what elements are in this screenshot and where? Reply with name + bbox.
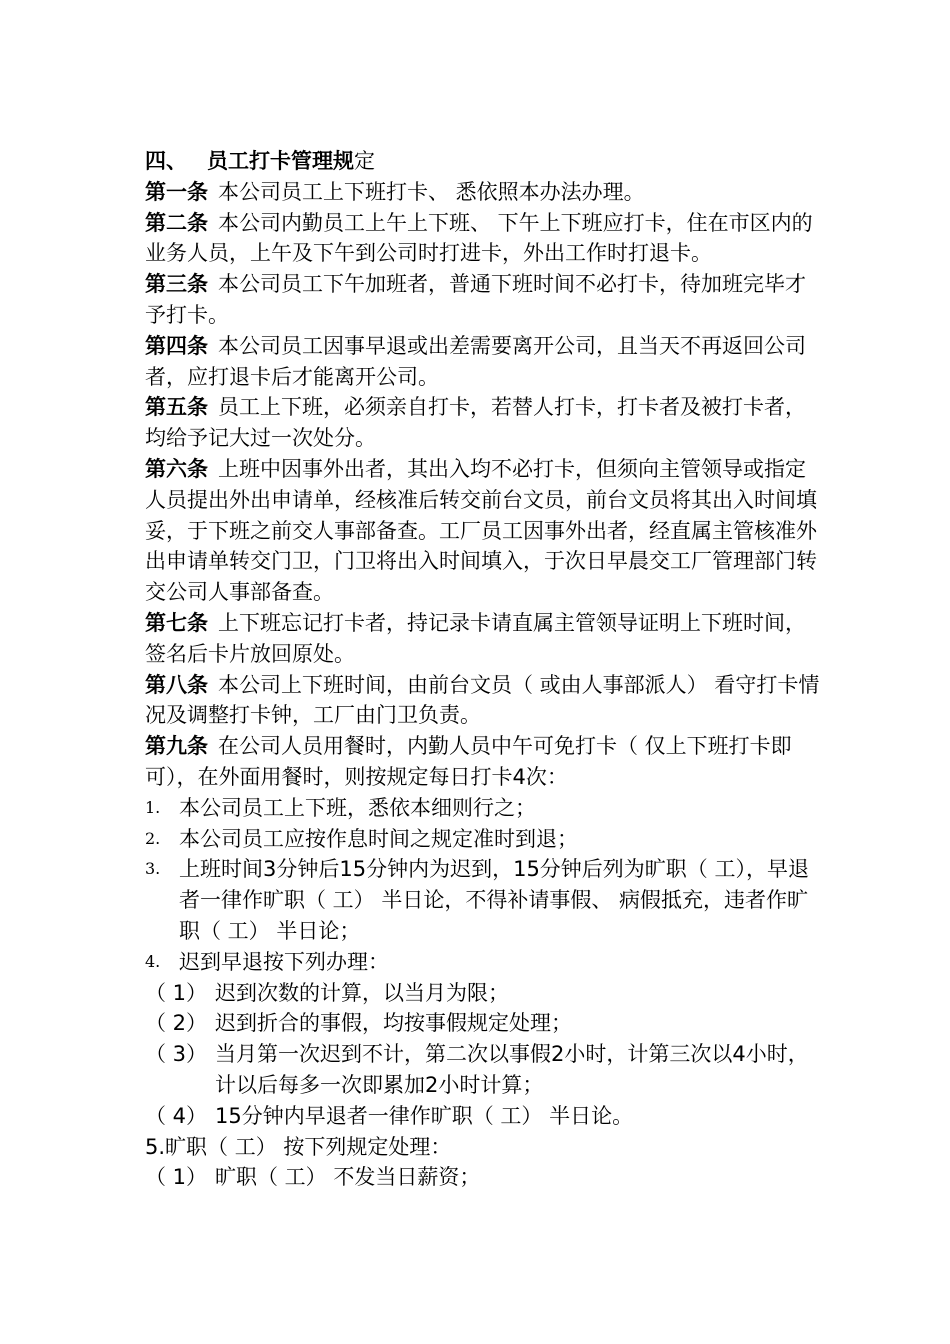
list-text: 本公司员工应按作息时间之规定准时到退； [179,826,578,851]
sub-number: （ 4） [145,1103,208,1128]
list-number: 3. [145,859,161,879]
section-number: 四、 [145,149,187,173]
sub-item-4-2 [145,1008,825,1039]
list-text: 旷职（ 工） 按下列规定处理： [165,1134,452,1159]
list-item-4 [145,947,825,978]
sub-text: 15分钟内早退者一律作旷职（ 工） 半日论。 [215,1103,634,1128]
article-label: 第四条 [145,333,208,358]
list-number: 4. [145,951,161,971]
article-text: 本公司员工因事早退或出差需要离开公司，且当天不再返回公司者，应打退卡后才能离开公司。 [145,333,806,389]
section-title [145,146,825,177]
sub-item-4-3 [145,1039,825,1101]
list-item-2 [145,824,825,855]
article-1 [145,177,825,208]
article-4 [145,331,825,393]
article-3 [145,269,825,331]
list-number: 2. [145,828,161,848]
list-item-1 [145,793,825,824]
article-label: 第三条 [145,272,208,297]
article-label: 第二条 [145,210,208,235]
sub-number: （ 3） [145,1042,208,1067]
sub-text: 迟到次数的计算，以当月为限； [215,980,509,1005]
list-number: 1. [145,797,161,817]
sub-item-4-1 [145,978,825,1009]
sub-text: 旷职（ 工） 不发当日薪资； [215,1165,481,1190]
article-text: 本公司内勤员工上午上下班、 下午上下班应打卡，住在市区内的业务人员，上午及下午到公司时打进卡，外出工作时打退卡。 [145,210,813,266]
article-text: 本公司员工上下班打卡、 悉依照本办法办理。 [218,179,645,204]
article-label: 第五条 [145,395,208,420]
article-label: 第八条 [145,672,208,697]
article-2 [145,208,825,270]
document-body [145,146,825,1193]
article-text: 在公司人员用餐时，内勤人员中午可免打卡（ 仅上下班打卡即可），在外面用餐时，则按规定每日打卡4次： [145,734,792,789]
article-6 [145,454,825,608]
list-item-3 [145,854,825,946]
list-text: 本公司员工上下班，悉依本细则行之； [179,795,536,820]
article-label: 第九条 [145,734,208,759]
article-5 [145,392,825,454]
article-text: 本公司员工下午加班者，普通下班时间不必打卡，待加班完毕才予打卡。 [145,272,806,327]
article-9 [145,731,825,793]
sub-number: （ 1） [145,980,208,1005]
sub-text: 迟到折合的事假，均按事假规定处理； [215,1011,572,1036]
section-title-bold: 员工打卡管理规 [207,149,355,173]
sub-number: （ 2） [145,1011,208,1036]
article-text: 上下班忘记打卡者，持记录卡请直属主管领导证明上下班时间，签名后卡片放回原处。 [145,610,806,666]
list-text: 上班时间3分钟后15分钟内为迟到，15分钟后列为旷职（ 工），早退者一律作旷职（ 工） 半日论，不得补请事假、 病假抵充，违者作旷职（ 工） 半日论； [179,857,809,943]
article-label: 第六条 [145,456,208,481]
article-text: 上班中因事外出者，其出入均不必打卡，但须向主管领导或指定人员提出外出申请单，经核准后转交前台文员，前台文员将其出入时间填妥，于下班之前交人事部备查。工厂员工因事外出者，经直属主管核准外出申请单转交门卫，门卫将出入时间填入，于次日早晨交工厂管理部门转交公司人事部备查。 [145,456,817,605]
list-number: 5. [145,1134,166,1159]
sub-item-4-4 [145,1101,825,1132]
list-text: 迟到早退按下列办理： [179,949,389,974]
section-title-rest: 定 [354,149,376,173]
article-text: 员工上下班，必须亲自打卡，若替人打卡，打卡者及被打卡者，均给予记大过一次处分。 [145,395,806,451]
sub-item-5-1 [145,1162,825,1193]
article-7 [145,608,825,670]
sub-text: 当月第一次迟到不计，第二次以事假2小时，计第三次以4小时，计以后每多一次即累加2小时计算； [215,1042,809,1097]
list-item-5 [145,1132,825,1163]
sub-number: （ 1） [145,1165,208,1190]
article-8 [145,670,825,732]
article-label: 第一条 [145,179,208,204]
article-label: 第七条 [145,610,208,635]
article-text: 本公司上下班时间，由前台文员（ 或由人事部派人） 看守打卡情况及调整打卡钟，工厂由门卫负责。 [145,672,820,728]
